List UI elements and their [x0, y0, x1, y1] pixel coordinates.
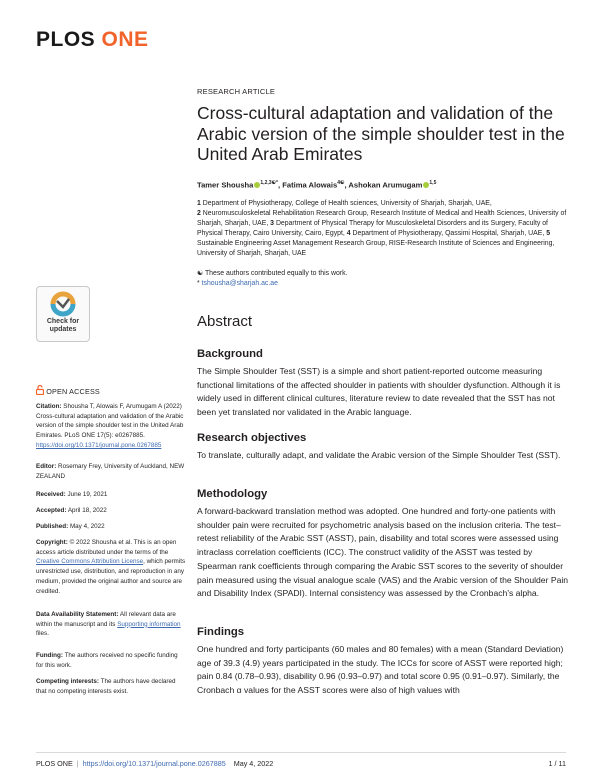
received-label: Received:: [36, 491, 66, 498]
affiliation-number: 3: [270, 220, 275, 227]
page-number: 1 / 11: [548, 759, 566, 768]
abstract-heading: Abstract: [197, 313, 253, 330]
section-heading-methodology: Methodology: [197, 488, 268, 500]
affiliation-text: Department of Physical Therapy for Musculoskeletal Disorders and its Surgery, Faculty of Physical Therapy, Cairo University, Cairo, Egypt,: [197, 220, 548, 237]
footer-doi-link[interactable]: https://doi.org/10.1371/journal.pone.0267885: [82, 759, 226, 768]
data-availability-label: Data Availability Statement:: [36, 611, 119, 618]
author-name[interactable]: Fatima Alowais: [282, 180, 338, 190]
badge-line: updates: [49, 325, 77, 333]
affiliation-text: Department of Physiotherapy, College of Health sciences, University of Sharjah, Sharjah, UAE,: [202, 200, 492, 207]
accepted-date: April 18, 2022: [67, 507, 107, 514]
email-link[interactable]: tshousha@sharjah.ac.ae: [201, 280, 278, 287]
published-date: May 4, 2022: [69, 523, 105, 530]
competing-interests-block: [36, 677, 186, 696]
section-heading-objectives: Research objectives: [197, 432, 307, 444]
accepted-block: [36, 506, 186, 516]
open-lock-icon: [36, 385, 44, 395]
corresponding-star: *: [197, 280, 200, 287]
logo-plos: PLOS: [36, 28, 96, 51]
affiliation-number: 5: [546, 230, 551, 237]
open-access-label: OPEN ACCESS: [46, 387, 100, 396]
section-text-methodology: A forward-backward translation method was adopted. One hundred and forty-one patients with shoulder pain were recruited for psychometric analysis based on the inclusion criteria. The test–retest reliability of the Arabic SST (ASST), pain, disability and total scores were assessed using intraclass correlation coefficients (ICC). The construct validity of the ASST was tested by Spearman rank coefficients through comparing the Arabic SST scores to the severity of shoulder pain measured using the visual analogue scale (VAS) and the Arabic version of the Shoulder Pain and Disability Index (SPADI). Internal consistency was assessed by the Cronbach's alpha.: [197, 506, 569, 599]
published-label: Published:: [36, 523, 69, 530]
received-block: [36, 490, 186, 500]
footer-separator: |: [76, 759, 79, 768]
editor-text: Rosemary Frey, University of Auckland, NEW ZEALAND: [36, 463, 185, 480]
section-text-findings: One hundred and forty participants (60 males and 80 females) with a mean (Standard Deviation) age of 39.3 (4.9) years participated in the study. The ICCs for score of ASST were reported high; pain 0.84 (0.78–0.93), disability 0.96 (0.93–0.97) and total score 0.95 (0.91–0.97). Similarly, the Cronbach α values for the ASST scores were also of high values with: [197, 644, 564, 696]
competing-interests-label: Competing interests:: [36, 678, 99, 685]
check-for-updates-label: [36, 318, 90, 333]
author-affiliation-marks: 4☯: [337, 180, 345, 186]
author-affiliation-marks: 1,5: [429, 180, 437, 186]
section-text-objectives: To translate, culturally adapt, and validate the Arabic version of the Simple Shoulder Test (SST).: [197, 450, 561, 460]
citation-label: Citation:: [36, 403, 62, 410]
affiliation-text: Sustainable Engineering Asset Management Research Group, RISE-Research Institute of Sciences and Engineering, University of Sharjah, Sharjah, UAE: [197, 240, 555, 257]
open-access-row: [36, 385, 100, 396]
logo-one: ONE: [101, 28, 149, 51]
license-link[interactable]: Creative Commons Attribution License: [36, 558, 144, 566]
affiliation-number: 2: [197, 210, 201, 217]
journal-logo: [36, 28, 149, 52]
section-heading-background: Background: [197, 348, 263, 360]
funding-label: Funding:: [36, 652, 63, 659]
copyright-text: © 2022 Shousha et al. This is an open access article distributed under the terms of the: [36, 539, 177, 556]
affiliations: [197, 199, 567, 259]
badge-line: Check for: [46, 318, 80, 325]
footer-journal: PLOS ONE: [36, 759, 73, 768]
check-for-updates-badge[interactable]: [36, 286, 90, 342]
article-type: RESEARCH ARTICLE: [197, 87, 276, 96]
copyright-label: Copyright:: [36, 539, 68, 546]
supporting-info-link[interactable]: Supporting information: [117, 620, 181, 628]
affiliation-number: 4: [346, 230, 351, 237]
footer-divider: [36, 752, 566, 753]
funding-text: The authors received no specific funding for this work.: [36, 652, 178, 669]
affiliation-text: Neuromusculoskeletal Rehabilitation Research Group, Research Institute of Medical and Health Sciences, University of Sharjah, Sharjah, UAE,: [197, 210, 567, 227]
article-title: Cross-cultural adaptation and validation of the Arabic version of the simple shoulder test in the United Arab Emirates: [197, 103, 565, 164]
citation-text: Shousha T, Alowais F, Arumugam A (2022) Cross-cultural adaptation and validation of the Arabic version of the simple shoulder test in the United Arab Emirates. PLoS ONE 17(5): e0267885.: [36, 403, 184, 440]
page-footer: [36, 759, 273, 768]
data-availability-block: [36, 610, 186, 639]
affiliation-text: Department of Physiotherapy, Qassimi Hospital, Sharjah, UAE,: [352, 230, 545, 237]
data-availability-text-end: files.: [36, 630, 49, 638]
received-date: June 19, 2021: [67, 491, 108, 498]
citation-doi-link[interactable]: https://doi.org/10.1371/journal.pone.0267885: [36, 441, 162, 449]
equal-contribution-note: ☯ These authors contributed equally to this work.: [197, 270, 348, 277]
accepted-label: Accepted:: [36, 507, 67, 514]
competing-interests-text: The authors have declared that no competing interests exist.: [36, 678, 176, 695]
author-affiliation-marks: 1,2,3☯*: [260, 180, 278, 186]
published-block: [36, 522, 186, 532]
footer-date: May 4, 2022: [233, 759, 274, 768]
corresponding-email: [197, 280, 278, 287]
author-name[interactable]: Tamer Shousha: [197, 180, 254, 190]
data-availability-text: All relevant data are within the manuscript and its: [36, 611, 176, 628]
section-text-background: The Simple Shoulder Test (SST) is a simple and short patient-reported outcome measuring functional limitations of the affected shoulder in patients with shoulder dysfunction. Although it is widely used in different clinical cultures, literature review to date revealed that the SST has not been yet translated nor validated in the Arabic language.: [197, 366, 561, 418]
funding-block: [36, 651, 186, 670]
author-list: Tamer Shousha $^{1,2,3☯*}$, Fatima Alowais$^{4☯}$, Ashokan Arumugam $^{1,5}$: [197, 180, 437, 190]
section-heading-findings: Findings: [197, 626, 245, 638]
crossmark-icon: [37, 287, 89, 321]
copyright-text-end: , which permits unrestricted use, distribution, and reproduction in any medium, provided the original author and source are credited.: [36, 558, 186, 595]
author-name[interactable]: Ashokan Arumugam: [348, 180, 423, 190]
copyright-block: [36, 538, 186, 596]
affiliation-number: 1: [197, 200, 201, 207]
editor-block: [36, 462, 186, 481]
citation-block: [36, 402, 186, 451]
editor-label: Editor:: [36, 463, 57, 470]
